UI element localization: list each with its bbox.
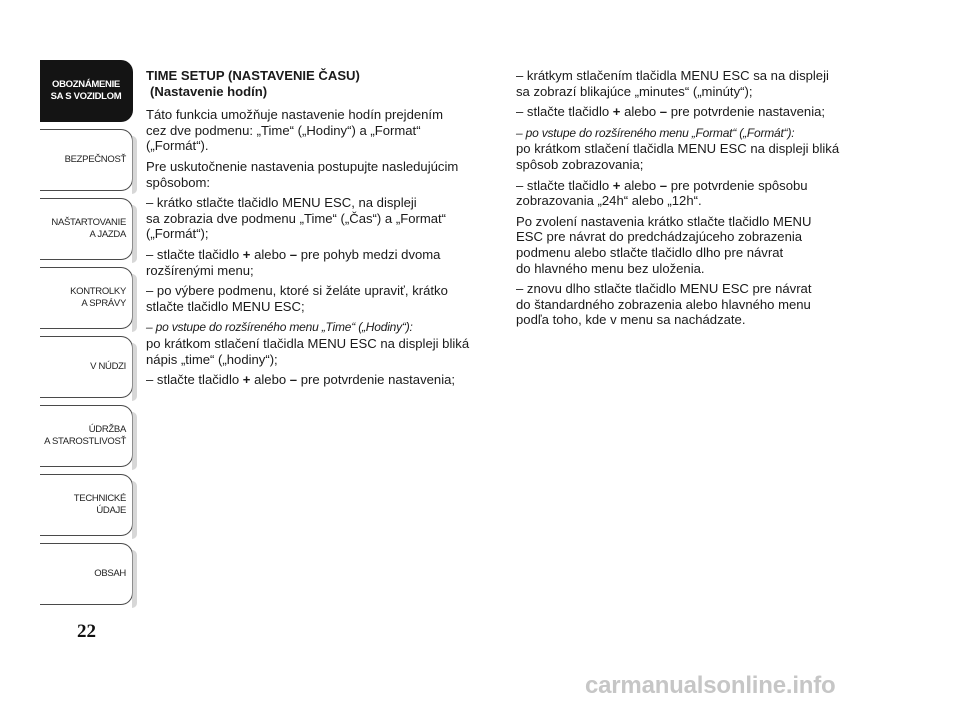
instruction-step: – krátkym stlačením tlačidla MENU ESC sa na displeji sa zobrazí blikajúce „minutes“ („minúty“);	[516, 68, 829, 99]
tab-shadow	[132, 550, 137, 608]
tab-label-line: A JAZDA	[89, 229, 126, 240]
tab-kontrolky[interactable]	[40, 267, 133, 329]
instruction-step	[516, 178, 884, 209]
tab-label-line: OBOZNÁMENIE	[52, 79, 120, 90]
submenu-heading: – po vstupe do rozšíreného menu „Time“ („Hodiny“):	[146, 320, 413, 335]
step-text: pre pohyb medzi dvoma rozšírenými menu;	[146, 246, 441, 278]
step-text: pre potvrdenie nastavenia;	[667, 104, 826, 120]
right-column	[516, 68, 884, 333]
paragraph: Po zvolení nastavenia krátko stlačte tlačidlo MENU ESC pre návrat do predchádzajúceho zobrazenia podmenu alebo stlačte tlačidlo dlho pre návrat do hlavného menu bez uloženia.	[516, 213, 812, 276]
step-text: po krátkom stlačení tlačidla MENU ESC na displeji bliká nápis „time“ („hodiny“);	[146, 335, 470, 367]
tab-label-line: SA S VOZIDLOM	[50, 91, 122, 102]
tab-shadow	[132, 481, 137, 539]
instruction-step: – znovu dlho stlačte tlačidlo MENU ESC pre návrat do štandardného zobrazenia alebo hlavného menu podľa toho, kde v menu sa nachádzate.	[516, 281, 812, 328]
instruction-step: – po výbere podmenu, ktoré si želáte upraviť, krátko stlačte tlačidlo MENU ESC;	[146, 283, 448, 314]
tab-shadow	[132, 343, 137, 401]
tab-shadow	[132, 412, 137, 470]
instruction-step	[516, 104, 884, 120]
step-text: alebo	[250, 246, 290, 262]
step-text: alebo	[620, 104, 660, 120]
tab-label-line: ÚDAJE	[96, 505, 126, 516]
minus-symbol: –	[289, 372, 298, 388]
tab-bezpecnost[interactable]	[40, 129, 133, 191]
minus-symbol: –	[659, 104, 668, 120]
tab-udrzba[interactable]	[40, 405, 133, 467]
tab-label-line: A STAROSTLIVOSŤ	[44, 436, 126, 447]
section-title	[146, 68, 498, 99]
minus-symbol: –	[659, 177, 668, 193]
tab-label-line: NAŠTARTOVANIE	[51, 217, 126, 228]
tab-oboznamenie[interactable]	[40, 60, 133, 122]
chapter-sidebar	[40, 60, 133, 612]
submenu-heading: – po vstupe do rozšíreného menu „Format“ („Formát“):	[516, 125, 795, 140]
plus-symbol: +	[612, 104, 621, 120]
page-number: 22	[77, 621, 96, 642]
tab-technicke-udaje[interactable]	[40, 474, 133, 536]
watermark: carmanualsonline.info	[585, 672, 836, 699]
instruction-step	[146, 372, 498, 388]
step-text: po krátkom stlačení tlačidla MENU ESC na displeji bliká spôsob zobrazovania;	[516, 141, 840, 172]
section-subtitle: (Nastavenie hodín)	[150, 83, 268, 99]
step-text: alebo	[620, 177, 660, 193]
tab-label-line: BEZPEČNOSŤ	[64, 154, 126, 165]
tab-label-line: OBSAH	[94, 568, 126, 579]
step-text: – stlačte tlačidlo	[146, 372, 243, 388]
instruction-step	[146, 319, 498, 367]
tab-shadow	[132, 274, 137, 332]
section-title-main: TIME SETUP (NASTAVENIE ČASU)	[146, 68, 360, 83]
paragraph: Pre uskutočnenie nastavenia postupujte nasledujúcim spôsobom:	[146, 158, 459, 190]
tab-label-line: V NÚDZI	[90, 361, 126, 372]
tab-nastartovanie[interactable]	[40, 198, 133, 260]
step-text: pre potvrdenie nastavenia;	[297, 372, 456, 388]
tab-label-line: KONTROLKY	[70, 286, 126, 297]
step-text: pre potvrdenie spôsobu zobrazovania „24h“ alebo „12h“.	[516, 177, 808, 209]
instruction-step	[516, 125, 884, 173]
minus-symbol: –	[289, 246, 298, 262]
instruction-step: – krátko stlačte tlačidlo MENU ESC, na displeji sa zobrazia dve podmenu „Time“ („Čas“) a „Format“ („Formát“);	[146, 195, 447, 242]
step-text: – stlačte tlačidlo	[516, 104, 613, 120]
tab-shadow	[132, 205, 137, 263]
step-text: alebo	[250, 372, 290, 388]
tab-label-line: TECHNICKÉ	[73, 493, 126, 504]
plus-symbol: +	[242, 246, 251, 262]
instruction-step	[146, 247, 498, 278]
tab-v-nudzi[interactable]	[40, 336, 133, 398]
step-text: – stlačte tlačidlo	[146, 246, 243, 262]
step-text: – stlačte tlačidlo	[516, 177, 613, 193]
plus-symbol: +	[242, 372, 251, 388]
paragraph: Táto funkcia umožňuje nastavenie hodín prejdením cez dve podmenu: „Time“ („Hodiny“) a „Format“ („Formát“).	[146, 107, 443, 154]
tab-obsah[interactable]	[40, 543, 133, 605]
plus-symbol: +	[612, 177, 621, 193]
tab-label-line: ÚDRŽBA	[88, 424, 126, 435]
tab-label-line: A SPRÁVY	[81, 298, 126, 309]
left-column	[146, 68, 498, 393]
tab-shadow	[132, 136, 137, 194]
